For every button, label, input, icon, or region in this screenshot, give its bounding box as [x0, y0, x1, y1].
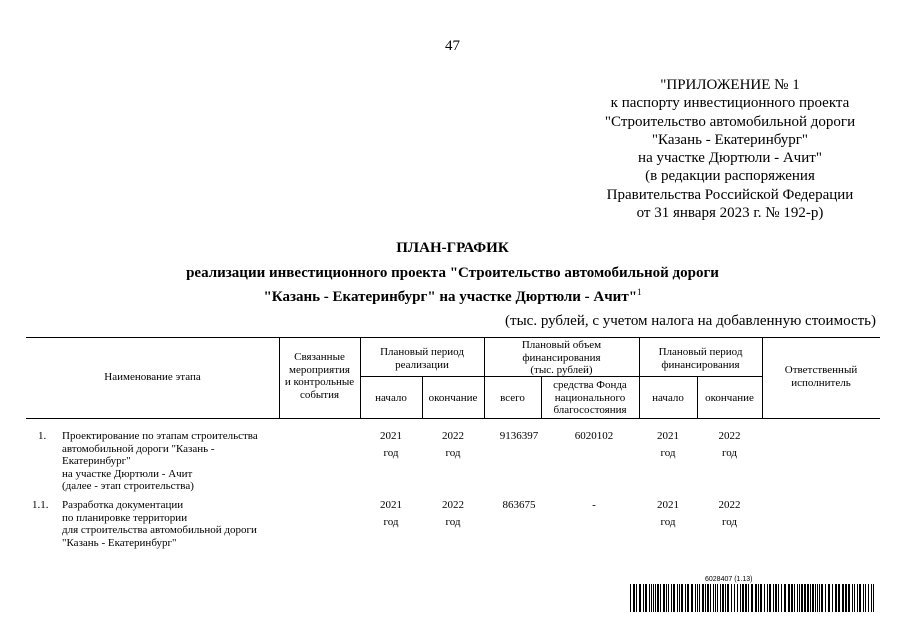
header-line: Плановый период — [380, 346, 464, 358]
subtitle-line-2 — [100, 283, 805, 307]
volume-total-cell: 9136397 — [499, 430, 539, 442]
header-plan-volume-fund — [541, 379, 639, 417]
header-line: реализации — [395, 358, 449, 371]
appendix-line: к паспорту инвестиционного проекта — [610, 95, 850, 112]
year-unit: год — [445, 515, 461, 528]
appendix-block — [590, 76, 870, 222]
header-line: (тыс. рублей) — [530, 364, 593, 376]
header-fin-period-start: начало — [652, 392, 684, 404]
header-events — [279, 351, 360, 401]
appendix-line: "Строительство автомобильной дороги — [604, 113, 856, 130]
row-name-line: (далее - этап строительства) — [62, 480, 194, 492]
year-value: 2021 — [380, 499, 402, 511]
footnote-mark: 1 — [637, 287, 642, 297]
year-unit: год — [721, 515, 738, 528]
volume-fund-cell: - — [592, 499, 596, 511]
row-number: 1. — [38, 430, 47, 442]
plan-end-cell — [422, 430, 484, 459]
row-name-line: автомобильной дороги "Казань - — [62, 442, 215, 455]
header-plan-volume-total: всего — [500, 392, 525, 404]
header-fin-period-end: окончание — [705, 392, 754, 404]
plan-end-cell — [422, 499, 484, 528]
appendix-line: на участке Дюртюли - Ачит" — [638, 150, 822, 167]
header-line: Ответственный — [784, 364, 858, 376]
year-value: 2021 — [380, 430, 402, 442]
row-name-line: на участке Дюртюли - Ачит — [62, 467, 193, 480]
row-name — [62, 499, 287, 549]
fin-end-cell — [697, 430, 762, 459]
header-line: события — [299, 388, 340, 401]
year-unit: год — [660, 515, 676, 528]
document-subtitle — [100, 264, 805, 307]
row-name-line: Екатеринбург" — [62, 455, 131, 467]
plan-start-cell — [360, 499, 422, 528]
year-value: 2022 — [442, 430, 464, 442]
year-unit: год — [660, 446, 676, 459]
header-line: мероприятия — [289, 363, 350, 376]
header-responsible — [762, 364, 880, 389]
row-name — [62, 430, 287, 493]
fin-start-cell — [639, 430, 697, 459]
row-name-line: по планировке территории — [62, 511, 188, 524]
year-value: 2022 — [442, 499, 464, 511]
header-line: Плановый период — [658, 346, 743, 358]
year-value: 2021 — [657, 430, 679, 442]
row-number: 1.1. — [32, 499, 49, 511]
table-header-bottom-rule — [26, 418, 880, 419]
volume-fund-cell: 6020102 — [574, 430, 614, 442]
barcode-image — [630, 584, 876, 612]
table-top-rule — [26, 337, 880, 338]
header-line: Связанные — [294, 351, 345, 363]
subtitle-line-2-text: "Казань - Екатеринбург" на участке Дюртюли - Ачит" — [263, 289, 638, 305]
fin-end-cell — [697, 499, 762, 528]
header-plan-period-end: окончание — [428, 392, 478, 404]
year-value: 2022 — [718, 499, 741, 511]
document-title: ПЛАН-ГРАФИК — [396, 240, 509, 256]
header-line: благосостояния — [553, 404, 627, 416]
row-name-line: Проектирование по этапам строительства — [62, 430, 258, 442]
plan-start-cell — [360, 430, 422, 459]
appendix-line: Правительства Российской Федерации — [606, 186, 854, 203]
header-name: Наименование этапа — [104, 371, 201, 383]
header-plan-period-start: начало — [375, 392, 407, 404]
appendix-line: от 31 января 2023 г. № 192-р) — [636, 205, 824, 222]
fin-start-cell — [639, 499, 697, 528]
year-unit: год — [445, 446, 461, 459]
units-note: (тыс. рублей, с учетом налога на добавленную стоимость) — [505, 313, 876, 329]
row-name-line: "Казань - Екатеринбург" — [62, 536, 177, 549]
year-value: 2021 — [657, 499, 679, 511]
subtitle-line-1: реализации инвестиционного проекта "Строительство автомобильной дороги — [186, 265, 719, 281]
appendix-line: "Казань - Екатеринбург" — [651, 131, 809, 148]
header-fin-period — [639, 346, 762, 371]
year-unit: год — [721, 446, 738, 459]
year-unit: год — [383, 446, 399, 459]
header-line: финансирования — [522, 351, 601, 364]
header-plan-period — [360, 346, 484, 371]
year-value: 2022 — [718, 430, 741, 442]
year-unit: год — [383, 515, 399, 528]
page-number: 47 — [445, 38, 460, 54]
header-line: Плановый объем — [521, 339, 602, 351]
appendix-line: "ПРИЛОЖЕНИЕ № 1 — [660, 77, 800, 93]
header-line: исполнитель — [791, 376, 851, 389]
row-name-line: Разработка документации — [62, 499, 184, 511]
header-line: средства Фонда — [553, 379, 627, 391]
header-line: финансирования — [661, 358, 740, 371]
volume-total-cell: 863675 — [502, 499, 536, 511]
row-name-line: для строительства автомобильной дороги — [62, 524, 257, 536]
header-line: и контрольные — [284, 376, 355, 388]
barcode-number: 6028407 (1.13) — [705, 576, 753, 583]
appendix-line: (в редакции распоряжения — [645, 168, 815, 185]
header-plan-volume — [484, 339, 639, 377]
header-line: национального — [554, 391, 626, 404]
